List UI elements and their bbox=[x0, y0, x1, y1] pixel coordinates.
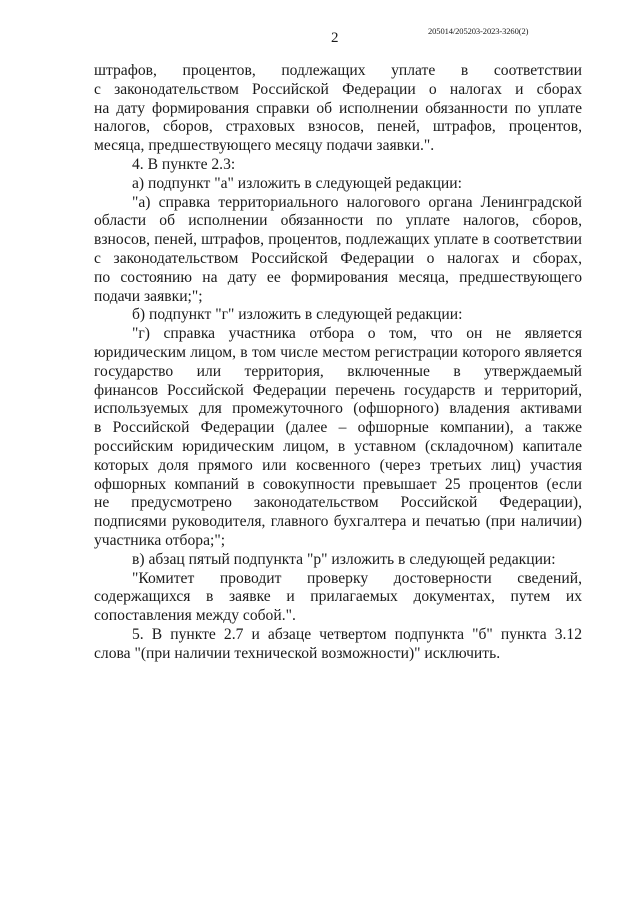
text-line: подачи заявки;"; bbox=[94, 287, 203, 305]
page-number: 2 bbox=[331, 30, 339, 46]
text-line: не предусмотрено законодательством Российской Федерации), bbox=[94, 494, 582, 512]
text-line: сопоставления между собой.". bbox=[94, 607, 296, 625]
document-body bbox=[94, 62, 582, 664]
text-line: финансов Российской Федерации перечень государств и территорий, bbox=[94, 381, 582, 399]
text-line: 4. В пункте 2.3: bbox=[132, 155, 236, 173]
text-line: по состоянию на дату ее формирования месяца, предшествующего bbox=[94, 268, 582, 286]
text-line: "Комитет проводит проверку достоверности сведений, bbox=[132, 569, 582, 587]
text-line: взносов, пеней, штрафов, процентов, подлежащих уплате в соответствии bbox=[94, 231, 582, 249]
text-line: в) абзац пятый подпункта "р" изложить в следующей редакции: bbox=[132, 550, 556, 568]
text-line: подписями руководителя, главного бухгалтера и печатью (при наличии) bbox=[94, 513, 582, 531]
text-line: слова "(при наличии технической возможности)" исключить. bbox=[94, 644, 501, 662]
text-line: месяца, предшествующего месяцу подачи заявки.". bbox=[94, 137, 435, 155]
text-line: штрафов, процентов, подлежащих уплате в соответствии bbox=[94, 62, 582, 79]
text-line: российским юридическим лицом, в уставном (складочном) капитале bbox=[94, 437, 582, 455]
text-line: налогов, сборов, страховых взносов, пеней, штрафов, процентов, bbox=[94, 118, 582, 136]
document-id: 205014/205203-2023-3260(2) bbox=[428, 26, 529, 36]
text-line: которых доля прямого или косвенного (через третьих лиц) участия bbox=[94, 456, 582, 474]
text-line: на дату формирования справки об исполнении обязанности по уплате bbox=[94, 99, 582, 117]
text-line: с законодательством Российской Федерации о налогах и сборах, bbox=[94, 249, 582, 267]
text-line: используемых для промежуточного (офшорного) владения активами bbox=[94, 400, 582, 418]
text-line: "г) справка участника отбора о том, что он не является bbox=[132, 325, 582, 343]
text-line: участника отбора;"; bbox=[94, 531, 226, 549]
text-line: содержащихся в заявке и прилагаемых документах, путем их bbox=[94, 588, 582, 606]
text-line: "а) справка территориального налогового органа Ленинградской bbox=[132, 193, 582, 211]
text-line: с законодательством Российской Федерации о налогах и сборах bbox=[94, 80, 582, 98]
text-line: а) подпункт "а" изложить в следующей редакции: bbox=[132, 174, 462, 192]
text-line: б) подпункт "г" изложить в следующей редакции: bbox=[132, 306, 463, 324]
text-line: области об исполнении обязанности по уплате налогов, сборов, bbox=[94, 212, 582, 230]
text-line: офшорных компаний в совокупности превышает 25 процентов (если bbox=[94, 475, 582, 493]
text-line: в Российской Федерации (далее – офшорные компании), а также bbox=[94, 419, 582, 437]
text-line: юридическим лицом, в том числе местом регистрации которого является bbox=[94, 343, 582, 361]
text-line: государство или территория, включенные в утверждаемый bbox=[94, 362, 582, 380]
text-line: 5. В пункте 2.7 и абзаце четвертом подпункта "б" пункта 3.12 bbox=[132, 625, 582, 643]
